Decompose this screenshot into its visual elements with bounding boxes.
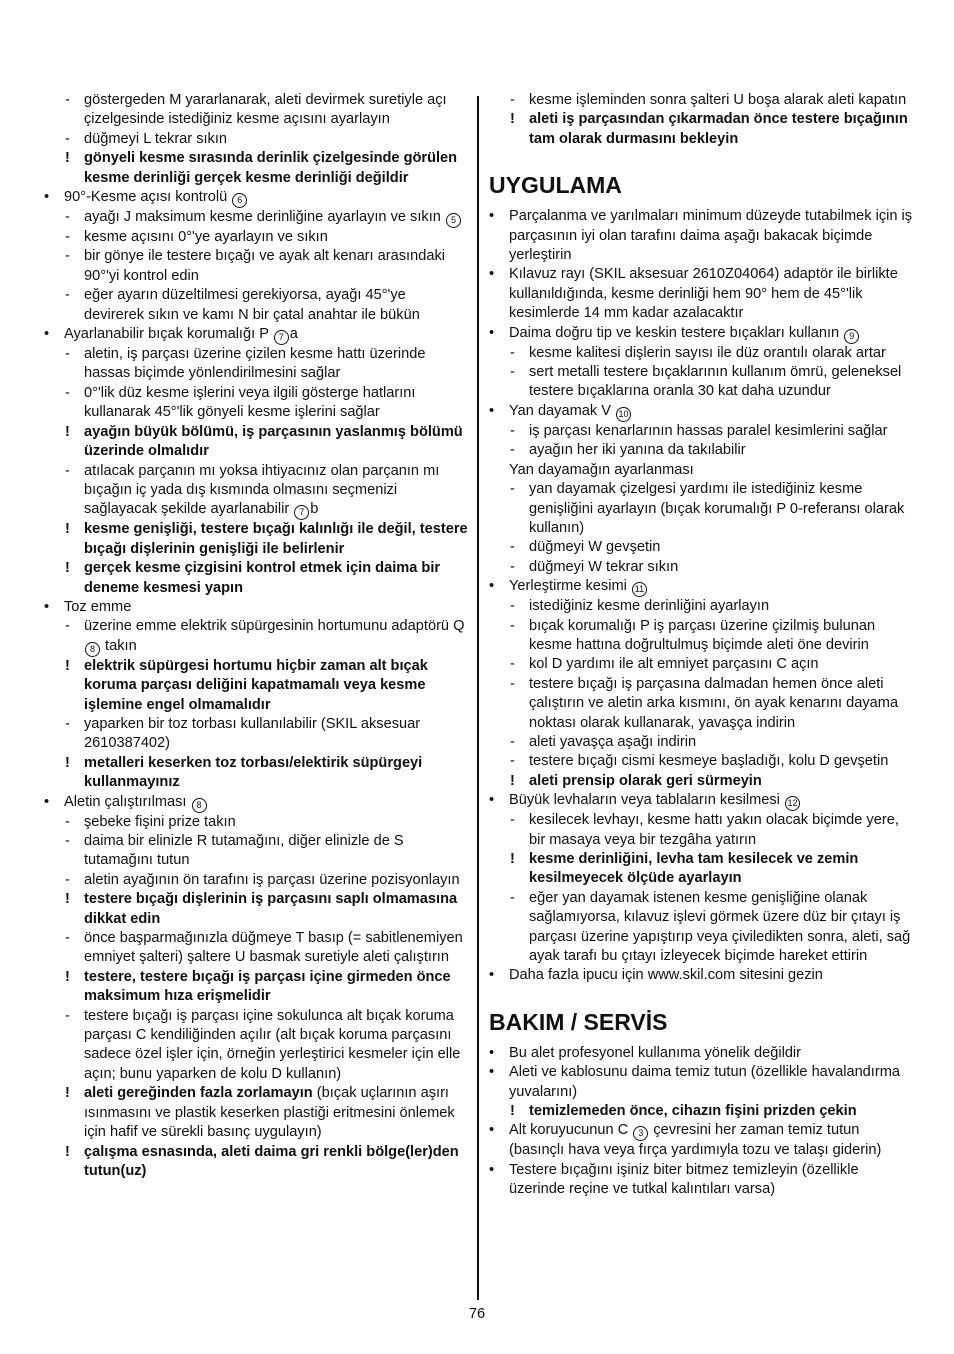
item-text: Yerleştirme kesimi xyxy=(509,578,627,595)
item-text: aleti iş parçasından çıkarmadan önce testere bıçağının tam olarak durmasını bekleyin xyxy=(529,111,908,147)
item-text: (bıçak uçlarının aşırı ısınmasını ve plastik keserken plastiği eritmesini önlemek için hafif ve sürekli basınç uygulayın) xyxy=(84,1085,455,1141)
list-marker: • xyxy=(489,402,495,419)
bullet-item xyxy=(44,793,468,813)
page-number: 76 xyxy=(468,1306,486,1322)
item-text-suffix: b xyxy=(310,501,319,518)
list-marker: - xyxy=(65,209,70,226)
item-text: ayağı J maksimum kesme derinliğine ayarlayın ve sıkın xyxy=(84,209,441,226)
warning-icon: ! xyxy=(510,772,515,789)
item-text: düğmeyi W gevşetin xyxy=(529,539,661,556)
list-marker: • xyxy=(489,578,495,595)
dash-item xyxy=(44,715,468,754)
item-text: yaparken bir toz torbası kullanılabilir (SKIL aksesuar 2610387402) xyxy=(84,715,421,752)
list-marker: - xyxy=(510,344,515,361)
bullet-item xyxy=(44,325,468,345)
list-marker: - xyxy=(510,675,515,692)
list-marker: • xyxy=(489,1064,495,1081)
item-text-suffix: takın xyxy=(101,637,137,654)
figure-ref-icon: 7 xyxy=(274,330,289,345)
dash-item xyxy=(489,889,913,967)
list-marker: • xyxy=(489,266,495,283)
item-text: yan dayamak çizelgesi yardımı ile istediğiniz kesme genişliğini ayarlayın (bıçak korumalığı P 0-referansı olarak kullanın) xyxy=(529,481,905,536)
dash-item xyxy=(44,813,468,832)
item-text: testere bıçağı iş parçasına dalmadan hemen önce aleti çalıştırın ve aletin arka kısmını, ön ayak kenarını dayama noktası olarak kullanarak, yavaşça indirin xyxy=(529,675,899,731)
item-text: eğer ayarın düzeltilmesi gerekiyorsa, ayağı 45°'ye devirerek sıkın ve kamı N bir çatal anahtar ile bükün xyxy=(84,287,420,323)
item-text: sert metalli testere bıçaklarının kullanım ömrü, geleneksel testere bıçaklarına oranla 30 kat daha uzundur xyxy=(529,364,902,400)
list-marker: - xyxy=(65,930,70,947)
item-text: Bu alet profesyonel kullanıma yönelik değildir xyxy=(509,1044,802,1061)
list-marker: - xyxy=(510,364,515,381)
item-text: şebeke fişini prize takın xyxy=(84,813,236,830)
item-text: ayağın her iki yanına da takılabilir xyxy=(529,442,746,459)
item-text: testere, testere bıçağı iş parçası içine girmeden önce maksimum hıza erişmelidir xyxy=(84,968,451,1005)
dash-item xyxy=(489,538,913,557)
list-marker: • xyxy=(489,1044,495,1061)
dash-item xyxy=(44,345,468,384)
warning-item xyxy=(44,1143,468,1182)
dash-item xyxy=(44,228,468,247)
warning-item xyxy=(44,657,468,715)
dash-item xyxy=(489,655,913,674)
bullet-item xyxy=(489,207,913,265)
item-text-suffix: çevresini her zaman temiz tutun (basınçlı hava veya fırça yardımıyla tozu ve talaşı giderin) xyxy=(509,1122,882,1159)
item-text: iş parçası kenarlarının hassas paralel kesimlerini sağlar xyxy=(529,422,888,439)
item-text: Kılavuz rayı (SKIL aksesuar 2610Z04064) adaptör ile birlikte kullanıldığında, kesme derinliği hem 90° hem de 45°'lik kesimlerde 14 mm kadar azalacaktır xyxy=(509,266,898,322)
item-text: aleti prensip olarak geri sürmeyin xyxy=(529,772,762,789)
item-text: 0°'lik düz kesme işlerini veya ilgili gösterge hatlarını kullanarak 45°'lik gönyeli kesme işlerini sağlar xyxy=(84,384,416,421)
item-text: Parçalanma ve yarılmaları minimum düzeyde tutabilmek için iş parçasının iyi olan tarafını daima aşağı bakacak biçimde yerleştirin xyxy=(509,208,913,264)
warning-icon: ! xyxy=(65,891,70,908)
warning-item xyxy=(44,1084,468,1142)
list-marker: - xyxy=(510,598,515,615)
list-marker: - xyxy=(510,812,515,829)
list-marker: - xyxy=(510,92,515,108)
bullet-item xyxy=(489,1044,913,1063)
warning-item xyxy=(44,149,468,188)
list-marker: - xyxy=(65,92,70,108)
warning-item xyxy=(489,772,913,791)
warning-item xyxy=(44,890,468,929)
item-text: Aleti ve kablosunu daima temiz tutun (özellikle havalandırma yuvalarını) xyxy=(509,1064,900,1100)
item-text: Yan dayamak V xyxy=(509,402,611,419)
list-marker: - xyxy=(65,462,70,479)
dash-item xyxy=(44,247,468,286)
item-text: metalleri keserken toz torbası/elektirik süpürgeyi kullanmayınız xyxy=(84,754,423,791)
item-text: gönyeli kesme sırasında derinlik çizelgesinde görülen kesme derinliği gerçek kesme derinliği değildir xyxy=(84,150,458,186)
item-text-suffix: a xyxy=(289,326,298,343)
warning-item xyxy=(489,1102,913,1121)
bullet-item xyxy=(489,324,913,344)
warning-icon: ! xyxy=(65,754,70,771)
item-text: çalışma esnasında, aleti daima gri renkli bölge(ler)den tutun(uz) xyxy=(84,1143,459,1179)
list-marker: - xyxy=(65,618,70,635)
warning-icon: ! xyxy=(65,968,70,985)
list-marker: • xyxy=(489,967,495,984)
item-text: Büyük levhaların veya tablaların kesilmesi xyxy=(509,792,780,809)
warning-icon: ! xyxy=(65,150,70,167)
dash-item xyxy=(44,617,468,656)
list-marker: • xyxy=(44,189,50,206)
item-text: atılacak parçanın mı yoksa ihtiyacınız olan parçanın mı bıçağın iç yada dış kısmında olmasını seçmenizi sağlayacak şekilde ayarlanabilir xyxy=(84,462,440,518)
list-marker: - xyxy=(510,656,515,673)
list-marker: - xyxy=(510,617,515,634)
dash-item xyxy=(44,208,468,228)
figure-ref-icon: 8 xyxy=(85,642,100,657)
dash-item xyxy=(489,597,913,616)
list-marker: - xyxy=(510,558,515,575)
warning-item xyxy=(489,110,913,149)
dash-item xyxy=(44,462,468,521)
item-text: 90°-Kesme açısı kontrolü xyxy=(64,189,228,206)
list-marker: - xyxy=(65,833,70,849)
item-text: elektrik süpürgesi hortumu hiçbir zaman alt bıçak koruma parçası deliğini kapatmamalı veya kesme işlemine engel olmamalıdır xyxy=(84,657,428,713)
figure-ref-icon: 7 xyxy=(294,505,309,520)
warning-item xyxy=(44,754,468,793)
figure-ref-icon: 10 xyxy=(616,407,631,422)
dash-item xyxy=(489,675,913,733)
item-text: üzerine emme elektrik süpürgesinin hortumunu adaptörü Q xyxy=(84,618,465,635)
item-text: önce başparmağınızla düğmeye T basıp (= sabitlenemiyen emniyet şalteri) şaltere U basmak suretiyle aleti çalıştırın xyxy=(84,930,463,966)
warning-item xyxy=(44,520,468,559)
warning-icon: ! xyxy=(510,111,515,128)
item-text: bıçak korumalığı P iş parçası üzerine çizilmiş bulunan kesme hattına doğrultulmuş biçimde aleti öne devirin xyxy=(529,617,876,653)
figure-ref-icon: 5 xyxy=(446,213,461,228)
list-marker: • xyxy=(44,598,50,615)
list-marker: - xyxy=(510,733,515,750)
item-text: Toz emme xyxy=(64,598,132,615)
dash-item xyxy=(489,91,913,110)
bullet-item xyxy=(489,966,913,985)
warning-icon: ! xyxy=(65,560,70,577)
list-marker: - xyxy=(65,813,70,830)
warning-icon: ! xyxy=(510,1103,515,1120)
list-marker: - xyxy=(510,889,515,906)
dash-item xyxy=(44,832,468,871)
right-column xyxy=(489,91,913,1200)
left-column xyxy=(44,91,468,1181)
subheading: Yan dayamağın ayarlanması xyxy=(509,461,694,478)
dash-item xyxy=(489,480,913,538)
list-marker: • xyxy=(489,1161,495,1178)
item-text: testere bıçağı dişlerinin iş parçasını saplı olmamasına dikkat edin xyxy=(84,891,458,927)
bullet-item xyxy=(489,1121,913,1160)
dash-item xyxy=(489,558,913,577)
item-text: istediğiniz kesme derinliğini ayarlayın xyxy=(529,598,770,615)
warning-item xyxy=(489,850,913,889)
item-text: Aletin çalıştırılması xyxy=(64,793,187,810)
item-text: aletin ayağının ön tarafını iş parçası üzerine pozisyonlayın xyxy=(84,871,460,888)
dash-item xyxy=(44,130,468,149)
list-marker: - xyxy=(65,871,70,888)
item-text: temizlemeden önce, cihazın fişini prizden çekin xyxy=(529,1103,857,1120)
list-marker: - xyxy=(65,229,70,246)
dash-item xyxy=(44,384,468,423)
item-text: Daima doğru tip ve keskin testere bıçakları kullanın xyxy=(509,324,840,341)
dash-item xyxy=(44,1007,468,1085)
dash-item xyxy=(489,422,913,441)
section-heading: UYGULAMA xyxy=(489,172,622,199)
dash-item xyxy=(489,363,913,402)
warning-icon: ! xyxy=(65,1085,70,1102)
bullet-item xyxy=(489,265,913,323)
item-text: bir gönye ile testere bıçağı ve ayak alt kenarı arasındaki 90°'yi kontrol edin xyxy=(84,248,445,284)
figure-ref-icon: 6 xyxy=(232,193,247,208)
list-marker: - xyxy=(65,287,70,304)
bullet-item xyxy=(489,791,913,811)
dash-item xyxy=(489,752,913,771)
column-divider xyxy=(477,96,479,1300)
dash-item xyxy=(44,929,468,968)
item-text: kesme açısını 0°'ye ayarlayın ve sıkın xyxy=(84,229,328,246)
item-text: aleti yavaşça aşağı indirin xyxy=(529,733,697,750)
list-marker: - xyxy=(65,384,70,401)
bullet-item xyxy=(44,598,468,617)
bullet-item xyxy=(489,402,913,422)
item-text: Testere bıçağını işiniz biter bitmez temizleyin (özellikle üzerinde reçine ve tutkal kalıntıları varsa) xyxy=(509,1161,859,1198)
dash-item xyxy=(489,441,913,460)
dash-item xyxy=(44,286,468,325)
figure-ref-icon: 12 xyxy=(785,796,800,811)
list-marker: - xyxy=(510,539,515,556)
list-marker: • xyxy=(489,1122,495,1139)
list-marker: • xyxy=(489,792,495,809)
warning-item xyxy=(44,423,468,462)
warning-icon: ! xyxy=(65,521,70,538)
bullet-item xyxy=(489,1063,913,1102)
dash-item xyxy=(489,811,913,850)
warning-icon: ! xyxy=(65,423,70,440)
list-marker: - xyxy=(65,715,70,732)
list-marker: - xyxy=(510,481,515,498)
list-marker: • xyxy=(489,324,495,341)
item-text: kesme işleminden sonra şalteri U boşa alarak aleti kapatın xyxy=(529,92,907,108)
item-text: aletin, iş parçası üzerine çizilen kesme hattı üzerinde hassas biçimde yönlendirilmesini sağlar xyxy=(84,346,426,382)
figure-ref-icon: 9 xyxy=(844,329,859,344)
item-text: gerçek kesme çizgisini kontrol etmek için daima bir deneme kesmesi yapın xyxy=(84,560,441,596)
item-text: Alt koruyucunun C xyxy=(509,1122,629,1139)
item-text: göstergeden M yararlanarak, aleti devirmek suretiyle açı çizelgesinde istediğiniz kesme açısını ayarlayın xyxy=(84,92,447,128)
item-text: kesme kalitesi dişlerin sayısı ile düz orantılı olarak artar xyxy=(529,344,886,361)
item-text: daima bir elinizle R tutamağını, diğer elinizle de S tutamağını tutun xyxy=(84,833,404,869)
section-heading: BAKIM / SERVİS xyxy=(489,1008,668,1035)
list-marker: • xyxy=(44,793,50,810)
dash-item xyxy=(489,733,913,752)
bullet-item xyxy=(489,577,913,597)
list-marker: - xyxy=(65,130,70,147)
figure-ref-icon: 11 xyxy=(632,582,647,597)
list-marker: • xyxy=(489,208,495,225)
item-text: ayağın büyük bölümü, iş parçasının yaslanmış bölümü üzerinde olmalıdır xyxy=(84,423,463,460)
dash-item xyxy=(44,871,468,890)
dash-item xyxy=(44,91,468,130)
item-text: kol D yardımı ile alt emniyet parçasını C açın xyxy=(529,656,819,673)
item-text: eğer yan dayamak istenen kesme genişliğine olanak sağlamıyorsa, kılavuz işlevi görmek üzere düz bir çıtayı iş parçası üzerine yapıştırıp veya çiviledikten sonra, aleti, sağ ayak tarafı bu çıtayı izleyecek biçimde hareket ettirin xyxy=(529,889,911,965)
bullet-item xyxy=(44,188,468,208)
item-text: testere bıçağı cismi kesmeye başladığı, kolu D gevşetin xyxy=(529,753,889,770)
warning-item xyxy=(44,559,468,598)
warning-text: aleti gereğinden fazla zorlamayın xyxy=(84,1085,313,1102)
figure-ref-icon: 3 xyxy=(633,1126,648,1141)
item-text: kesme genişliği, testere bıçağı kalınlığı ile değil, testere bıçağı dişlerinin genişliği ile belirlenir xyxy=(84,521,468,557)
list-marker: - xyxy=(65,346,70,363)
bullet-item xyxy=(489,1161,913,1200)
item-text: Daha fazla ipucu için www.skil.com sitesini gezin xyxy=(509,967,823,984)
list-marker: - xyxy=(510,422,515,439)
warning-item xyxy=(44,968,468,1007)
dash-item xyxy=(489,344,913,363)
list-marker: • xyxy=(44,326,50,343)
item-text: kesme derinliğini, levha tam kesilecek ve zemin kesilmeyecek ölçüde ayarlayın xyxy=(529,851,859,887)
item-text: kesilecek levhayı, kesme hattı yakın olacak biçimde yere, bir masaya veya bir tezgâha yatırın xyxy=(529,812,899,848)
dash-item xyxy=(489,617,913,656)
list-marker: - xyxy=(510,753,515,770)
list-marker: - xyxy=(65,248,70,265)
warning-icon: ! xyxy=(65,1143,70,1160)
item-text: düğmeyi W tekrar sıkın xyxy=(529,558,679,575)
item-text: düğmeyi L tekrar sıkın xyxy=(84,130,228,147)
item-text: testere bıçağı iş parçası içine sokulunca alt bıçak koruma parçası C kendiliğinden açılır (alt bıçak koruma parçasını sadece özel işler için, örneğin yerleştirici kesmeler için elle açın; bunu yaparken de kolu D kullanın) xyxy=(84,1007,461,1082)
figure-ref-icon: 8 xyxy=(192,798,207,813)
warning-icon: ! xyxy=(65,657,70,674)
warning-icon: ! xyxy=(510,851,515,867)
list-marker: - xyxy=(510,442,515,459)
list-marker: - xyxy=(65,1007,70,1024)
item-text: Ayarlanabilir bıçak korumalığı P xyxy=(64,326,269,343)
